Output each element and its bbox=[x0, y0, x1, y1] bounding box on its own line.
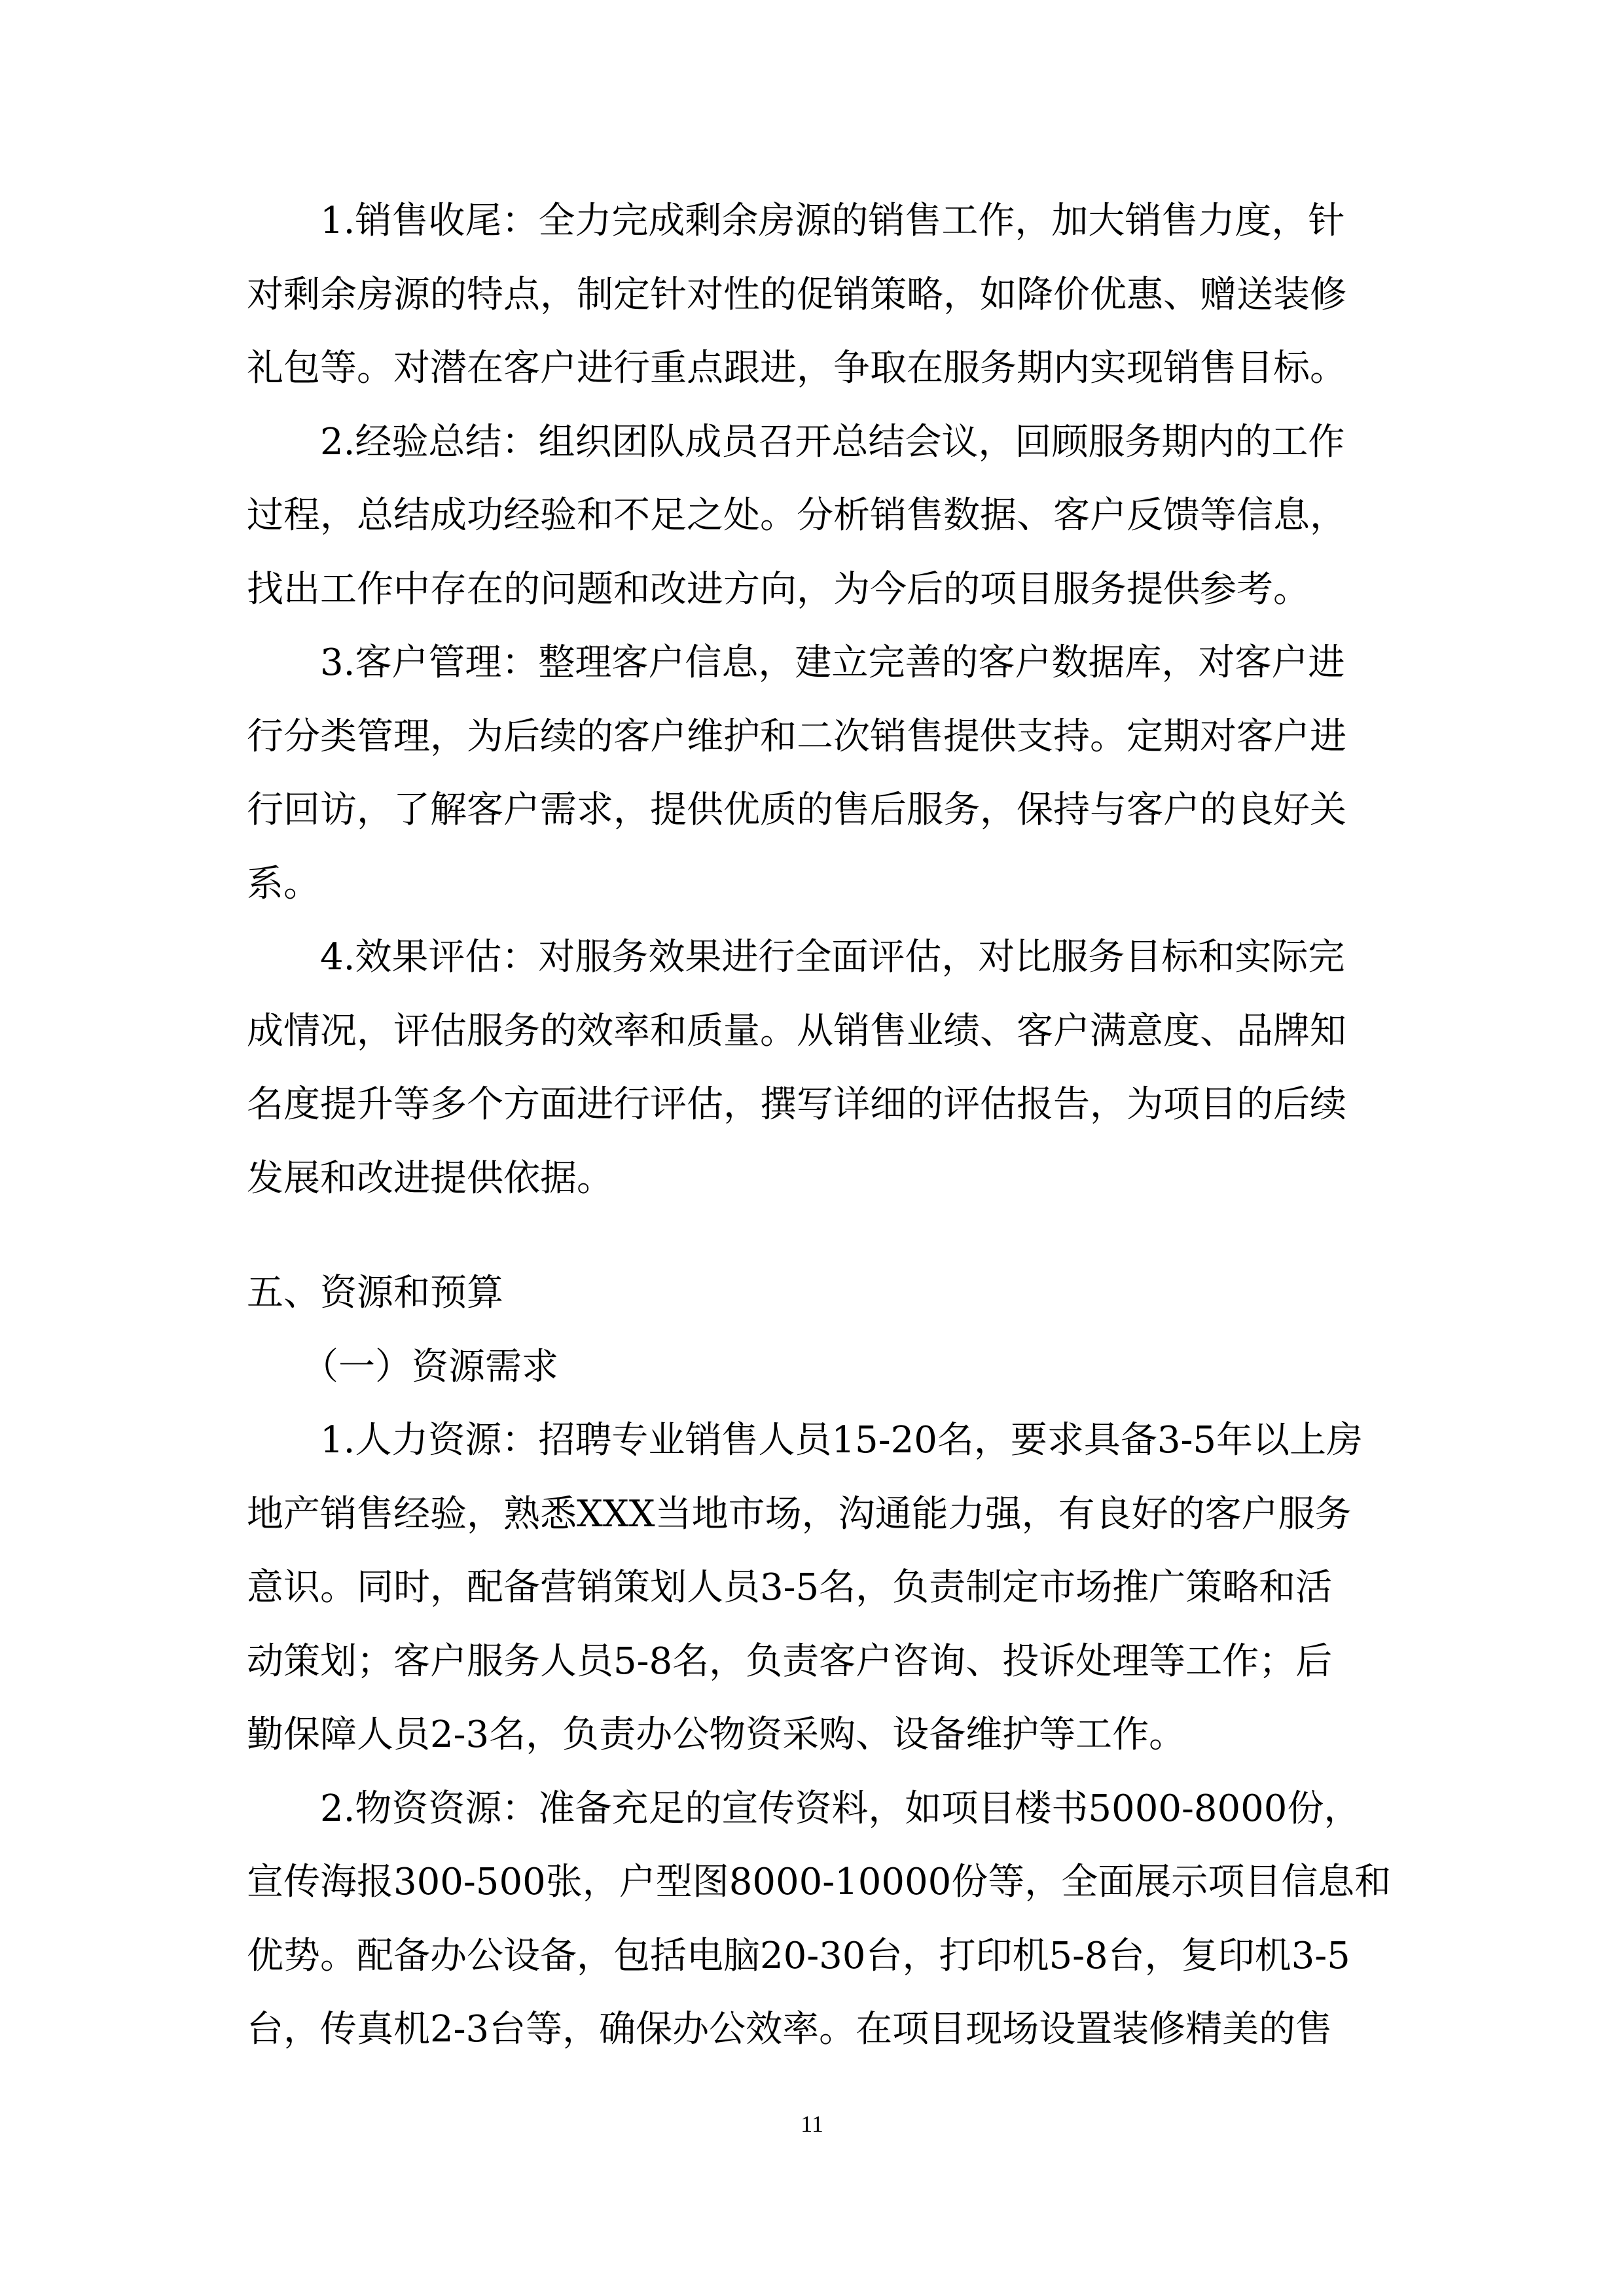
text-line: 行回访，了解客户需求，提供优质的售后服务，保持与客户的良好关 bbox=[247, 789, 1346, 831]
paragraph-effect-evaluation bbox=[247, 921, 1379, 1215]
text-line: 宣传海报300-500张，户型图8000-10000份等，全面展示项目信息和 bbox=[247, 1861, 1392, 1903]
text-line: 勤保障人员2-3名，负责办公物资采购、设备维护等工作。 bbox=[247, 1713, 1186, 1756]
text-line: 3.客户管理：整理客户信息，建立完善的客户数据库，对客户进 bbox=[247, 641, 1345, 684]
text-line: 2.经验总结：组织团队成员召开总结会议，回顾服务期内的工作 bbox=[247, 420, 1345, 463]
subsection-heading-text: （一）资源需求 bbox=[247, 1345, 558, 1388]
text-line: 台，传真机2-3台等，确保办公效率。在项目现场设置装修精美的售 bbox=[247, 2008, 1333, 2051]
paragraph-material-resources bbox=[247, 1772, 1392, 2067]
text-line: 成情况，评估服务的效率和质量。从销售业绩、客户满意度、品牌知 bbox=[247, 1009, 1346, 1052]
text-line: 系。 bbox=[247, 862, 320, 905]
text-line: 2.物资资源：准备充足的宣传资料，如项目楼书5000-8000份， bbox=[247, 1787, 1361, 1830]
text-line: 优势。配备办公设备，包括电脑20-30台，打印机5-8台，复印机3-5 bbox=[247, 1934, 1350, 1977]
paragraph-customer-management bbox=[247, 626, 1379, 921]
text-line: 过程，总结成功经验和不足之处。分析销售数据、客户反馈等信息， bbox=[247, 494, 1346, 537]
paragraph-human-resources bbox=[247, 1404, 1379, 1772]
paragraph-experience-summary bbox=[247, 406, 1379, 627]
text-line: 地产销售经验，熟悉XXX当地市场，沟通能力强，有良好的客户服务 bbox=[247, 1492, 1352, 1535]
text-line: 1.销售收尾：全力完成剩余房源的销售工作，加大销售力度，针 bbox=[247, 200, 1345, 242]
text-line: 4.效果评估：对服务效果进行全面评估，对比服务目标和实际完 bbox=[247, 936, 1345, 978]
section-spacer bbox=[247, 1215, 1379, 1257]
text-line: 礼包等。对潜在客户进行重点跟进，争取在服务期内实现销售目标。 bbox=[247, 347, 1346, 389]
document-body bbox=[247, 185, 1392, 2067]
section-heading bbox=[247, 1257, 1379, 1331]
text-line: 名度提升等多个方面进行评估，撰写详细的评估报告，为项目的后续 bbox=[247, 1083, 1346, 1126]
text-line: 找出工作中存在的问题和改进方向，为今后的项目服务提供参考。 bbox=[247, 567, 1310, 611]
text-line: 行分类管理，为后续的客户维护和二次销售提供支持。定期对客户进 bbox=[247, 715, 1346, 758]
text-line: 1.人力资源：招聘专业销售人员15-20名，要求具备3-5年以上房 bbox=[247, 1419, 1363, 1462]
text-line: 动策划；客户服务人员5-8名，负责客户咨询、投诉处理等工作；后 bbox=[247, 1640, 1333, 1683]
text-line: 发展和改进提供依据。 bbox=[247, 1157, 613, 1200]
paragraph-sales-wrapup bbox=[247, 185, 1379, 406]
text-line: 对剩余房源的特点，制定针对性的促销策略，如降价优惠、赠送装修 bbox=[247, 273, 1346, 316]
text-line: 意识。同时，配备营销策划人员3-5名，负责制定市场推广策略和活 bbox=[247, 1566, 1333, 1609]
subsection-heading bbox=[247, 1331, 1379, 1405]
page-number: 11 bbox=[801, 2111, 823, 2137]
section-heading-text: 五、资源和预算 bbox=[247, 1272, 503, 1314]
